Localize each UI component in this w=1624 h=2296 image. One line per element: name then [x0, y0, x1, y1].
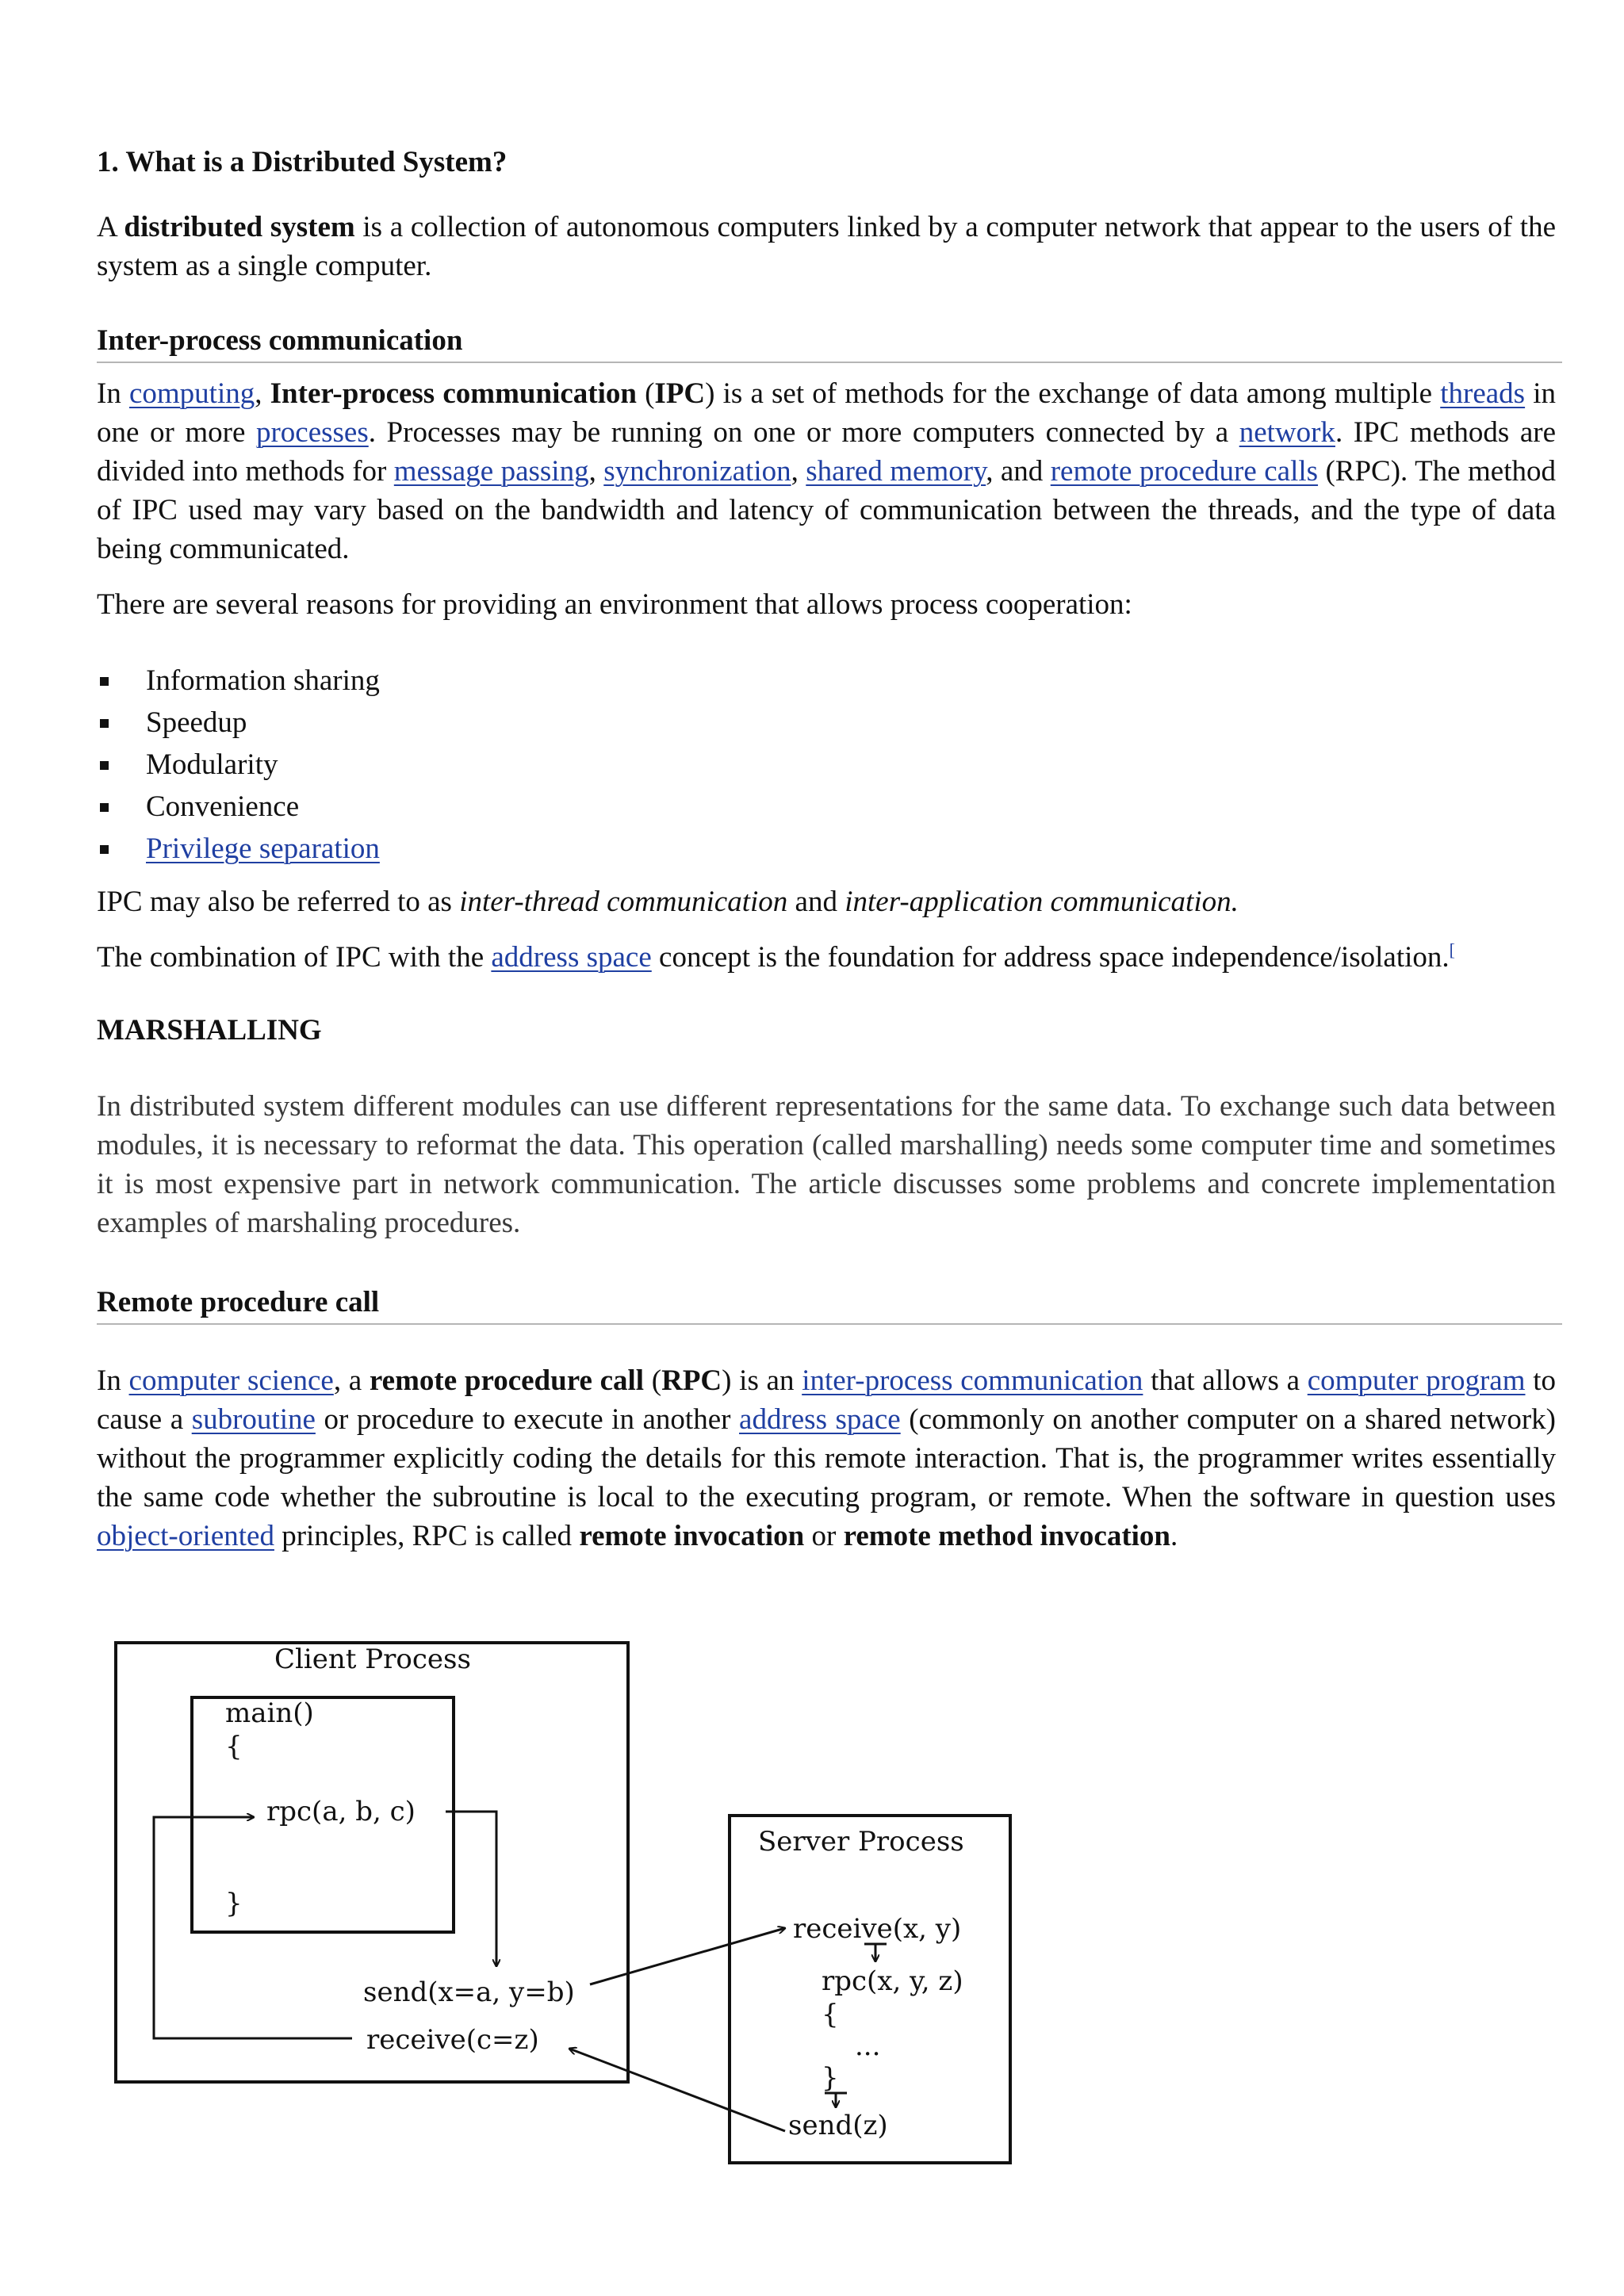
link-computer-science[interactable]: computer science — [128, 1364, 334, 1397]
send-label: send(x=a, y=b) — [363, 1976, 575, 2008]
main-label: main() — [225, 1697, 314, 1729]
link-subroutine[interactable]: subroutine — [191, 1403, 316, 1436]
document-heading: 1. What is a Distributed System? — [97, 146, 508, 178]
link-address-space[interactable]: address space — [491, 941, 652, 974]
link-message-passing[interactable]: message passing — [393, 455, 589, 488]
address-space-paragraph: The combination of IPC with the address space concept is the foundation for address space independence/isolation.[ — [97, 939, 1455, 974]
link-threads[interactable]: threads — [1440, 377, 1526, 410]
distributed-system-term: distributed system — [124, 211, 355, 243]
rpc-call-label: rpc(a, b, c) — [266, 1796, 416, 1827]
receive-label: receive(c=z) — [366, 2024, 539, 2056]
ipc-paragraph: In computing, Inter-process communication (IPC) is a set of methods for the exchange of data among multiple threads in one or more processes. Processes may be running on one or more computers connected by a network. IPC methods are divided into methods for message passing, synchronization, shared memory, and remote procedure calls (RPC). The method of IPC used may vary based on the bandwidth and latency of communication between the threads, and the type of data being communicated. — [97, 377, 1557, 565]
main-open-brace: { — [225, 1731, 243, 1762]
link-synchronization[interactable]: synchronization — [603, 455, 791, 488]
list-item: Convenience — [97, 786, 380, 828]
marshalling-title: MARSHALLING — [97, 1014, 322, 1047]
link-shared-memory[interactable]: shared memory — [806, 455, 986, 488]
server-receive-label: receive(x, y) — [793, 1913, 962, 1945]
list-item: Speedup — [97, 702, 380, 744]
link-object-oriented[interactable]: object-oriented — [97, 1520, 274, 1552]
server-process-title: Server Process — [758, 1826, 964, 1858]
ipc-alias-paragraph: IPC may also be referred to as inter-thread communication and inter-application communication. — [97, 886, 1239, 918]
return-path-line — [154, 1817, 352, 2038]
server-close-brace: } — [822, 2062, 839, 2094]
link-inter-process-communication[interactable]: inter-process communication — [802, 1364, 1143, 1397]
server-open-brace: { — [822, 1999, 839, 2030]
rpc-section-title: Remote procedure call — [97, 1283, 1562, 1325]
client-process-title: Client Process — [274, 1644, 471, 1675]
link-address-space-2[interactable]: address space — [739, 1403, 901, 1436]
rpc-paragraph: In computer science, a remote procedure call (RPC) is an inter-process communication that allows a computer program to cause a subroutine or procedure to execute in another address space (commonly on another computer on a shared network) without the programmer explicitly coding the details for this remote interaction. That is, the programmer writes essentially the same code whether the subroutine is local to the executing program, or remote. When the software in question uses object-oriented principles, RPC is called remote invocation or remote method invocation. — [97, 1364, 1556, 1552]
link-privilege-separation[interactable]: Privilege separation — [146, 832, 380, 865]
request-arrow — [590, 1928, 785, 1984]
marshalling-paragraph: In distributed system different modules can use different representations for the same data. To exchange such data between modules, it is necessary to reformat the data. This operation (called marshalling) needs some computer time and sometimes it is most expensive part in network communication. The article discusses some problems and concrete implementation examples of marshaling procedures. — [97, 1090, 1556, 1239]
main-close-brace: } — [225, 1888, 243, 1919]
reasons-intro: There are several reasons for providing an environment that allows process cooperation: — [97, 588, 1132, 621]
list-item: Information sharing — [97, 660, 380, 702]
link-network[interactable]: network — [1239, 416, 1335, 449]
server-rpc-label: rpc(x, y, z) — [822, 1965, 963, 1997]
server-send-label: send(z) — [788, 2110, 888, 2141]
list-item: Modularity — [97, 744, 380, 786]
server-dots: ... — [855, 2030, 881, 2062]
ipc-section-title: Inter-process communication — [97, 321, 1562, 363]
link-remote-procedure-calls[interactable]: remote procedure calls — [1050, 455, 1319, 488]
link-computer-program[interactable]: computer program — [1307, 1364, 1526, 1397]
footnote-ref[interactable]: [ — [1449, 939, 1455, 960]
response-arrow — [569, 2049, 785, 2131]
link-computing[interactable]: computing — [128, 377, 255, 410]
link-processes[interactable]: processes — [255, 416, 369, 449]
intro-paragraph: A distributed system is a collection of autonomous computers linked by a computer network that appear to the users of the system as a single computer. — [97, 211, 1556, 282]
